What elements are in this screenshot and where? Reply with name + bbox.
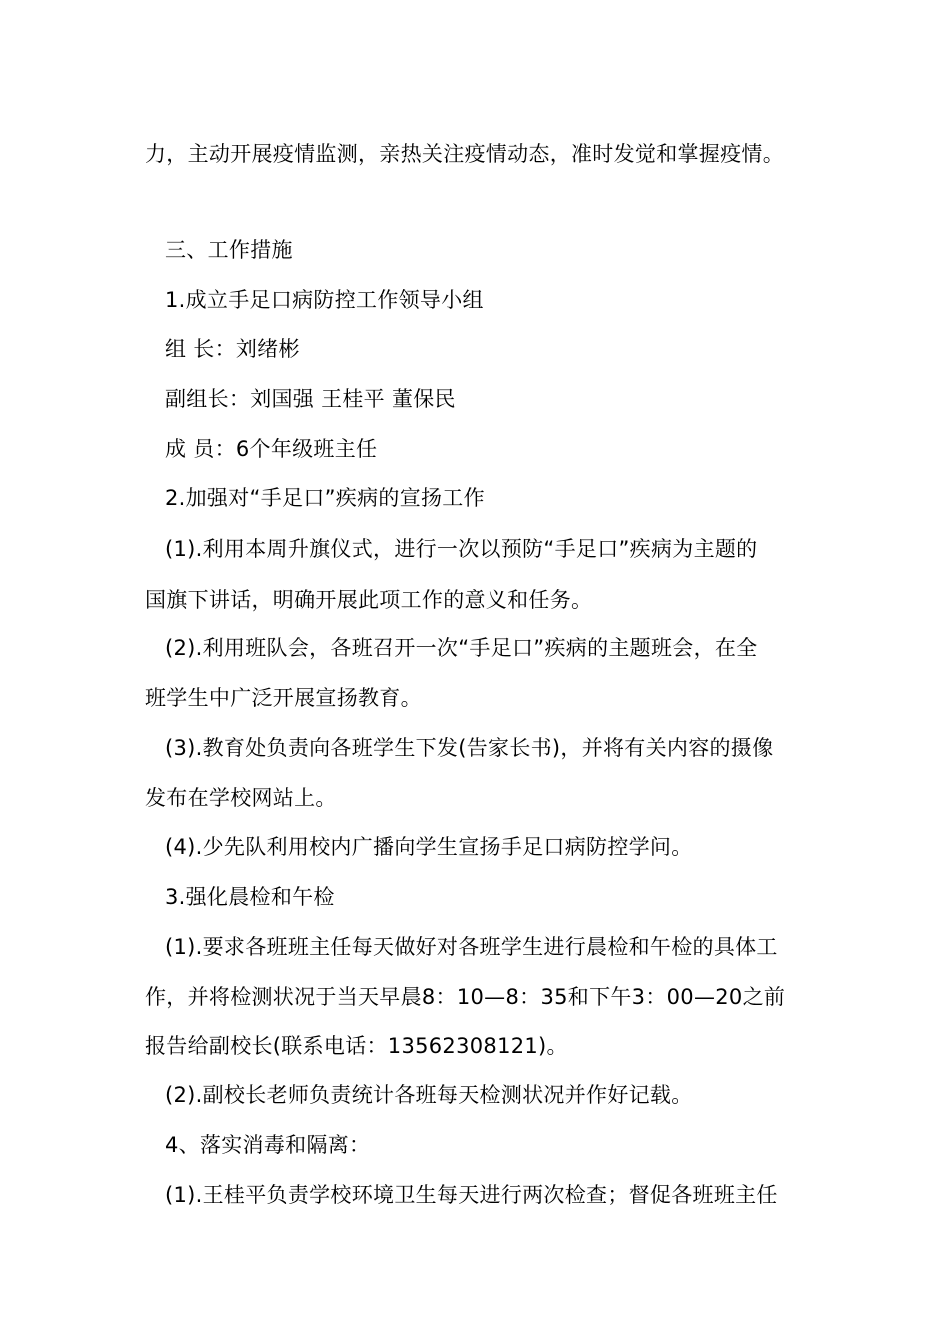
- paragraph-continuation: 力，主动开展疫情监测，亲热关注疫情动态，准时发觉和掌握疫情。: [145, 142, 784, 166]
- list-item: (2).副校长老师负责统计各班每天检测状况并作好记载。: [165, 1083, 693, 1107]
- members-line: 成 员：6个年级班主任: [165, 437, 378, 461]
- list-item: (4).少先队利用校内广播向学生宣扬手足口病防控学问。: [165, 835, 693, 859]
- subsection-heading: 4、落实消毒和隔离：: [165, 1133, 371, 1157]
- list-item-continuation: 国旗下讲话，明确开展此项工作的意义和任务。: [145, 588, 593, 612]
- subsection-heading: 1.成立手足口病防控工作领导小组: [165, 288, 484, 312]
- section-heading: 三、工作措施: [165, 238, 293, 262]
- list-item: (1).利用本周升旗仪式，进行一次以预防“手足口”疾病为主题的: [165, 537, 758, 561]
- list-item-continuation: 报告给副校长(联系电话：13562308121)。: [145, 1034, 568, 1058]
- subsection-heading: 3.强化晨检和午检: [165, 885, 335, 909]
- list-item-continuation: 作，并将检测状况于当天早晨8：10—8：35和下午3：00—20之前: [145, 985, 786, 1009]
- list-item: (2).利用班队会，各班召开一次“手足口”疾病的主题班会，在全: [165, 636, 758, 660]
- list-item-continuation: 班学生中广泛开展宣扬教育。: [145, 686, 422, 710]
- list-item: (1).王桂平负责学校环境卫生每天进行两次检查；督促各班班主任: [165, 1183, 778, 1207]
- list-item-continuation: 发布在学校网站上。: [145, 786, 337, 810]
- list-item: (3).教育处负责向各班学生下发(告家长书)，并将有关内容的摄像: [165, 736, 774, 760]
- deputy-leader-line: 副组长：刘国强 王桂平 董保民: [165, 387, 456, 411]
- list-item: (1).要求各班班主任每天做好对各班学生进行晨检和午检的具体工: [165, 935, 778, 959]
- team-leader-line: 组 长：刘绪彬: [165, 337, 300, 361]
- subsection-heading: 2.加强对“手足口”疾病的宣扬工作: [165, 486, 485, 510]
